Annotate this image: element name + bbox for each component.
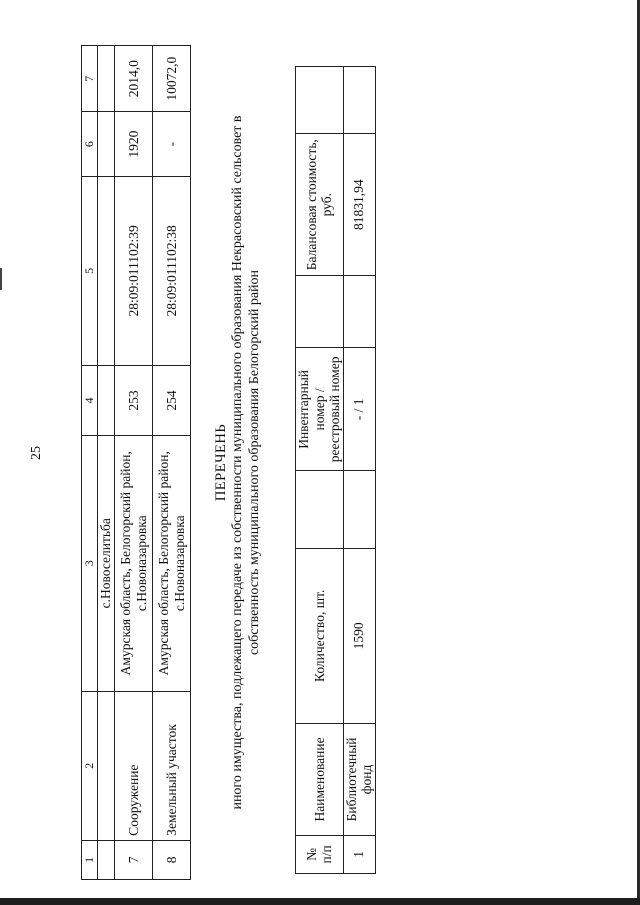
table-row bbox=[343, 67, 375, 874]
col-number-cell: 2 bbox=[82, 691, 98, 840]
header-num-line: № bbox=[303, 847, 319, 861]
col-number-cell: 1 bbox=[82, 840, 98, 879]
object-name: Сооружение bbox=[115, 691, 153, 840]
table-row bbox=[115, 46, 153, 880]
empty-cell bbox=[98, 840, 115, 879]
list-subtitle-line: собственность муниципального образования Белогорский район bbox=[247, 269, 263, 656]
header-inventory bbox=[296, 348, 344, 471]
col-number-cell: 6 bbox=[82, 112, 98, 176]
year-cell: 1920 bbox=[115, 112, 153, 176]
location-heading: с.Новоселитьба bbox=[98, 435, 115, 691]
year-cell: - bbox=[153, 112, 191, 176]
object-code: 254 bbox=[153, 366, 191, 436]
table-row bbox=[153, 46, 191, 880]
empty-header-cell bbox=[296, 276, 344, 348]
item-inventory: - / 1 bbox=[343, 348, 375, 471]
col-number-cell: 7 bbox=[82, 46, 98, 112]
header-num bbox=[296, 835, 344, 873]
header-inventory-line: реестровый номер bbox=[327, 356, 343, 463]
empty-header-cell bbox=[296, 471, 344, 548]
item-quantity: 1590 bbox=[343, 548, 375, 723]
list-heading: ПЕРЕЧЕНЬ bbox=[213, 423, 229, 502]
rotated-document bbox=[55, 45, 395, 880]
list-subtitle-line: иного имущества, подлежащего передаче из собственности муниципального образования Некрасовский сельсовет в bbox=[230, 115, 246, 810]
object-code: 253 bbox=[115, 366, 153, 436]
page-number: 25 bbox=[29, 446, 44, 460]
scan-edge-bottom bbox=[0, 898, 640, 905]
empty-cell bbox=[98, 46, 115, 112]
address-line: Амурская область, Белогорский район, bbox=[117, 451, 133, 676]
col-number-cell: 4 bbox=[82, 366, 98, 436]
address-line: с.Новоназаровка bbox=[133, 515, 149, 612]
object-address bbox=[153, 435, 191, 691]
cadastral-number: 28:09:011102:38 bbox=[153, 176, 191, 365]
transfer-list-table bbox=[295, 66, 376, 874]
table-header-row bbox=[296, 67, 344, 874]
address-line: с.Новоназаровка bbox=[171, 515, 187, 612]
row-number: 8 bbox=[153, 840, 191, 879]
row-number: 1 bbox=[343, 835, 375, 873]
empty-cell bbox=[98, 691, 115, 840]
object-address bbox=[115, 435, 153, 691]
header-num-line: п/п bbox=[319, 845, 335, 864]
property-table bbox=[81, 45, 191, 880]
header-name: Наименование bbox=[296, 724, 344, 836]
scan-mark bbox=[0, 268, 2, 290]
empty-cell bbox=[98, 112, 115, 176]
header-balance-line: руб. bbox=[319, 192, 335, 217]
col-number-cell: 5 bbox=[82, 176, 98, 365]
cadastral-number: 28:09:011102:39 bbox=[115, 176, 153, 365]
header-quantity: Количество, шт. bbox=[296, 548, 344, 723]
empty-cell bbox=[98, 366, 115, 436]
item-balance: 81831,94 bbox=[343, 134, 375, 276]
col-number-cell: 3 bbox=[82, 435, 98, 691]
column-number-row bbox=[82, 46, 98, 880]
list-title-block bbox=[213, 45, 264, 880]
empty-cell bbox=[98, 176, 115, 365]
row-number: 7 bbox=[115, 840, 153, 879]
empty-header-cell bbox=[296, 67, 344, 134]
address-line: Амурская область, Белогорский район, bbox=[155, 451, 171, 676]
empty-cell bbox=[343, 471, 375, 548]
header-inventory-line: Инвентарный номер / bbox=[296, 369, 327, 449]
object-name: Земельный участок bbox=[153, 691, 191, 840]
value-cell: 10072,0 bbox=[153, 46, 191, 112]
header-balance bbox=[296, 134, 344, 276]
empty-cell bbox=[343, 67, 375, 134]
value-cell: 2014,0 bbox=[115, 46, 153, 112]
location-row bbox=[98, 46, 115, 880]
empty-cell bbox=[343, 276, 375, 348]
header-balance-line: Балансовая стоимость, bbox=[303, 139, 319, 271]
item-name: Библиотечный фонд bbox=[343, 724, 375, 836]
